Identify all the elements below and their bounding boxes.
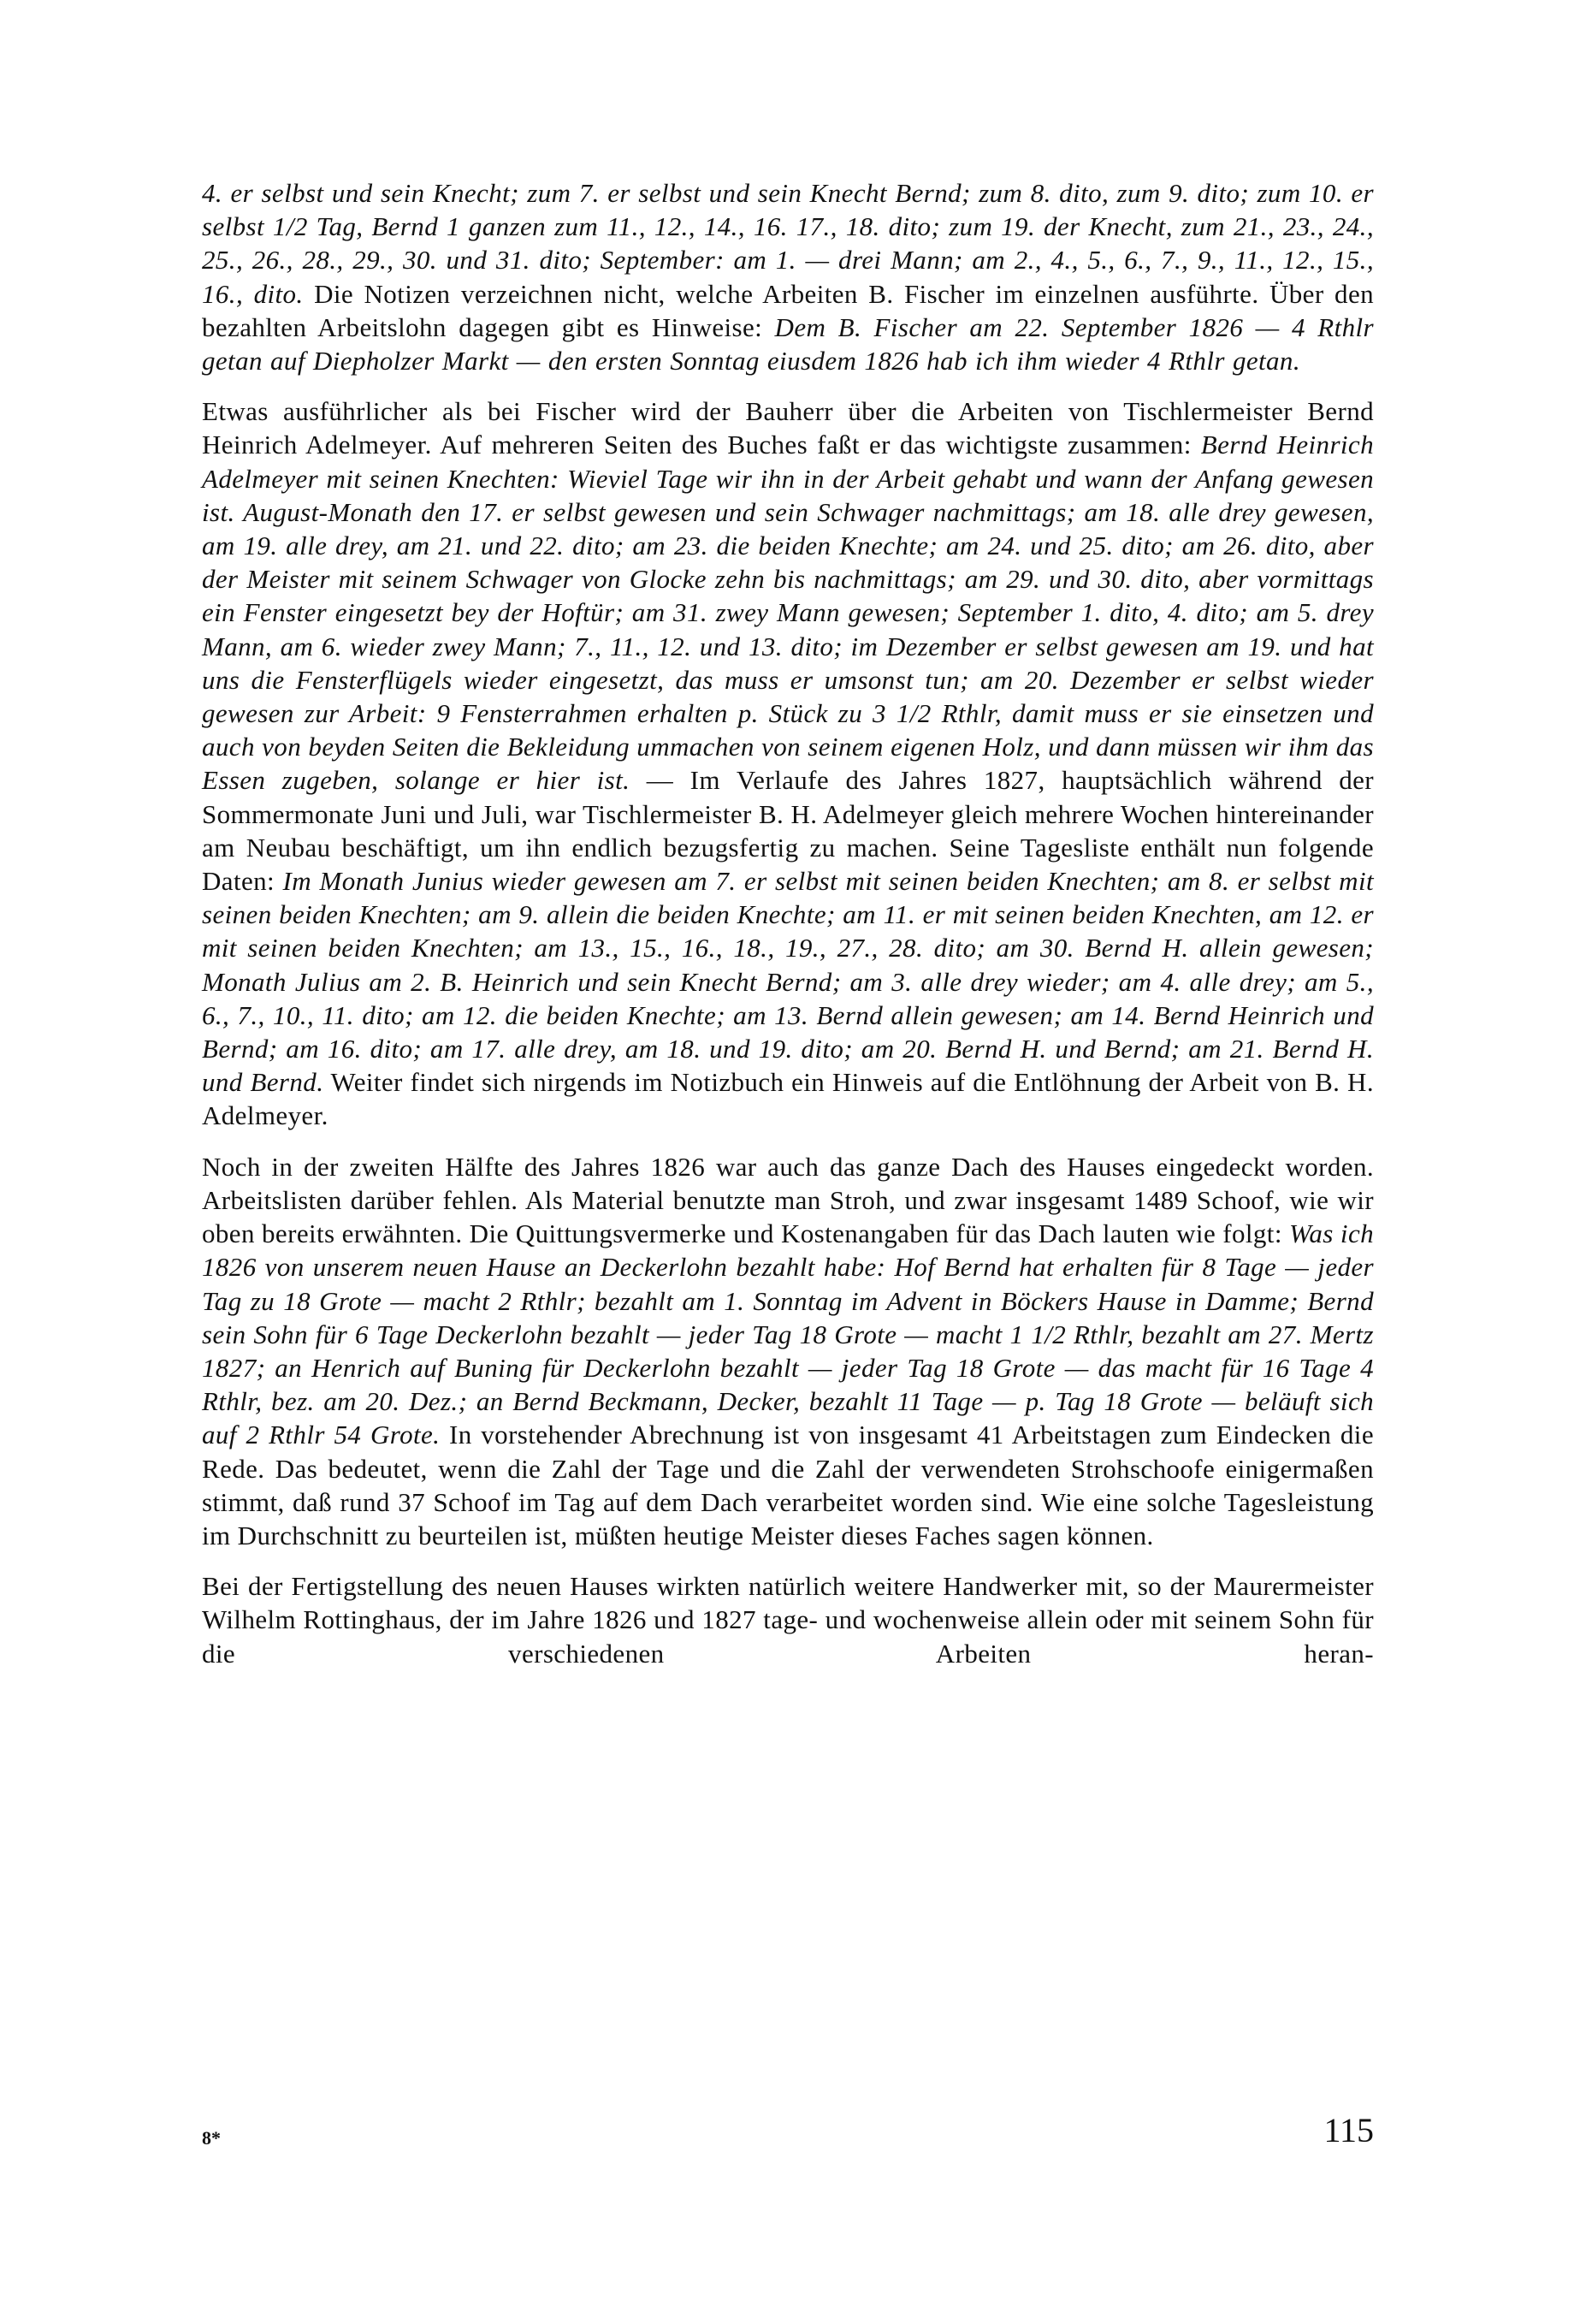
text-segment: Etwas ausführlicher als bei Fischer wird der Bauherr über die Arbeiten von Tischlermeister Bernd Heinrich Adelmeyer. Auf mehreren Seiten des Buches faßt er das wichtigste zusammen:	[202, 396, 1374, 460]
paragraph-2	[202, 394, 1374, 1132]
text-segment: Weiter findet sich nirgends im Notizbuch ein Hinweis auf die Entlöhnung der Arbeit von B. H. Adelmeyer.	[202, 1067, 1374, 1131]
text-segment: Die Notizen verzeichnen nicht, welche Arbeiten B. Fischer im einzelnen ausführte. Über den bezahlten Arbeitslohn dagegen gibt es Hinweise:	[202, 278, 1374, 342]
text-segment: Was ich 1826 von unserem neuen Hause an Deckerlohn bezahlt habe: Hof Bernd hat erhalten für 8 Tage — jeder Tag zu 18 Grote — macht 2 Rthlr; bezahlt am 1. Sonntag im Advent in Böckers Hause in Damme; Bernd sein Sohn für 6 Tage Deckerlohn bezahlt — jeder Tag 18 Grote — macht 1 1/2 Rthlr, bezahlt am 27. Mertz 1827; an Henrich auf Buning für Deckerlohn bezahlt — jeder Tag 18 Grote — das macht für 16 Tage 4 Rthlr, bez. am 20. Dez.; an Bernd Beckmann, Decker, bezahlt 11 Tage — p. Tag 18 Grote — beläuft sich auf 2 Rthlr 54 Grote.	[202, 1218, 1375, 1450]
text-segment: Bei der Fertigstellung des neuen Hauses wirkten natürlich weitere Handwerker mit, so der Maurermeister Wilhelm Rottinghaus, der im Jahre 1826 und 1827 tage- und wochenweise allein oder mit seinem Sohn für die verschiedenen Arbeiten heran-	[202, 1571, 1374, 1669]
page-number: 115	[1323, 2111, 1374, 2149]
paragraph-3	[202, 1150, 1374, 1552]
text-segment: Noch in der zweiten Hälfte des Jahres 1826 war auch das ganze Dach des Hauses eingedeckt worden. Arbeitslisten darüber fehlen. Als Material benutzte man Stroh, und zwar insgesamt 1489 Schoof, wie wir oben bereits erwähnten. Die Quittungsvermerke und Kostenangaben für das Dach lauten wie folgt:	[202, 1151, 1374, 1249]
paragraph-1	[202, 176, 1374, 377]
text-segment: In vorstehender Abrechnung ist von insgesamt 41 Arbeitstagen zum Eindecken die Rede. Das bedeutet, wenn die Zahl der Tage und die Zahl der verwendeten Strohschoofe einigermaßen stimmt, daß rund 37 Schoof im Tag auf dem Dach verarbeitet worden sind. Wie eine solche Tagesleistung im Durchschnitt zu beurteilen ist, müßten heutige Meister dieses Faches sagen können.	[202, 1420, 1374, 1550]
text-segment: 4. er selbst und sein Knecht; zum 7. er selbst und sein Knecht Bernd; zum 8. dito, zum 9. dito; zum 10. er selbst 1/2 Tag, Bernd 1 ganzen zum 11., 12., 14., 16. 17., 18. dito; zum 19. der Knecht, zum 21., 23., 24., 25., 26., 28., 29., 30. und 31. dito; September: am 1. — drei Mann; am 2., 4., 5., 6., 7., 9., 11., 12., 15., 16., dito.	[202, 178, 1374, 309]
text-segment: Dem B. Fischer am 22. September 1826 — 4 Rthlr getan auf Diepholzer Markt — den ersten Sonntag eiusdem 1826 hab ich ihm wieder 4 Rthlr getan.	[202, 311, 1374, 376]
signature-mark: 8*	[202, 2127, 221, 2149]
page-body	[202, 176, 1374, 1687]
text-segment: Im Monath Junius wieder gewesen am 7. er selbst mit seinen beiden Knechten; am 8. er selbst mit seinen beiden Knechten; am 9. allein die beiden Knechte; am 11. er mit seinen beiden Knechten, am 12. er mit seinen beiden Knechten; am 13., 15., 16., 18., 19., 27., 28. dito; am 30. Bernd H. allein gewesen; Monath Julius am 2. B. Heinrich und sein Knecht Bernd; am 3. alle drey wieder; am 4. alle drey; am 5., 6., 7., 10., 11. dito; am 12. die beiden Knechte; am 13. Bernd allein gewesen; am 14. Bernd Heinrich und Bernd; am 16. dito; am 17. alle drey, am 18. und 19. dito; am 20. Bernd H. und Bernd; am 21. Bernd H. und Bernd.	[202, 866, 1374, 1098]
text-segment: — Im Verlaufe des Jahres 1827, hauptsächlich während der Sommermonate Juni und Juli, war Tischlermeister B. H. Adelmeyer gleich mehrere Wochen hintereinander am Neubau beschäftigt, um ihn endlich bezugsfertig zu machen. Seine Tagesliste enthält nun folgende Daten:	[202, 765, 1375, 897]
paragraph-4	[202, 1569, 1374, 1670]
text-segment: Bernd Heinrich Adelmeyer mit seinen Knechten: Wieviel Tage wir ihn in der Arbeit gehabt und wann der Anfang gewesen ist. August-Monath den 17. er selbst gewesen und sein Schwager nachmittags; am 18. alle drey gewesen, am 19. alle drey, am 21. und 22. dito; am 23. die beiden Knechte; am 24. und 25. dito; am 26. dito, aber der Meister mit seinem Schwager von Glocke zehn bis nachmittags; am 29. und 30. dito, aber vormittags ein Fenster eingesetzt bey der Hoftür; am 31. zwey Mann gewesen; September 1. dito, 4. dito; am 5. drey Mann, am 6. wieder zwey Mann; 7., 11., 12. und 13. dito; im Dezember er selbst gewesen am 19. und hat uns die Fensterflügels wieder eingesetzt, das muss er umsonst tun; am 20. Dezember er selbst wieder gewesen zur Arbeit: 9 Fensterrahmen erhalten p. Stück zu 3 1/2 Rthlr, damit muss er sie einsetzen und auch von beyden Seiten die Bekleidung ummachen von seinem eigenen Holz, und dann müssen wir ihm das Essen zugeben, solange er hier ist.	[202, 430, 1374, 796]
